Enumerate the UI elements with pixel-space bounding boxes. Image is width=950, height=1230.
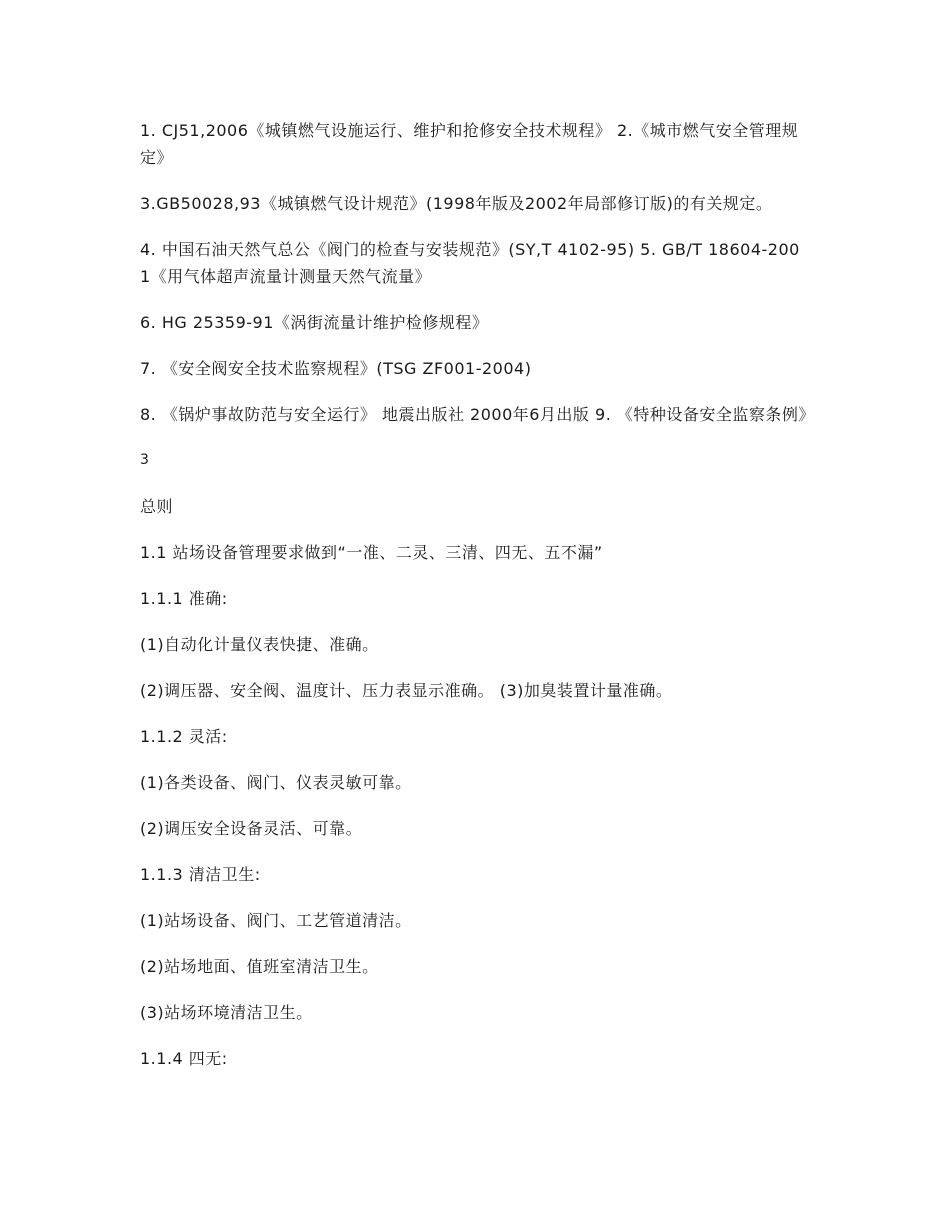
list-item: (1)站场设备、阀门、工艺管道清洁。 bbox=[140, 911, 412, 930]
document-page bbox=[140, 117, 815, 1091]
list-item: (1)自动化计量仪表快捷、准确。 bbox=[140, 635, 379, 654]
section-title: 总则 bbox=[140, 497, 174, 516]
page-number: 3 bbox=[140, 452, 150, 468]
section-1-1-1: 1.1.1 准确: bbox=[140, 589, 228, 608]
reference-7: 7. 《安全阀安全技术监察规程》(TSG ZF001-2004) bbox=[140, 359, 532, 378]
reference-8-9: 8. 《锅炉事故防范与安全运行》 地震出版社 2000年6月出版 9. 《特种设备安全监察条例》 bbox=[140, 405, 815, 424]
list-item: (1)各类设备、阀门、仪表灵敏可靠。 bbox=[140, 773, 412, 792]
reference-4-5: 4. 中国石油天然气总公《阀门的检查与安装规范》(SY,T 4102-95) 5. GB/T 18604-2001《用气体超声流量计测量天然气流量》 bbox=[140, 240, 800, 286]
reference-1-2: 1. CJ51,2006《城镇燃气设施运行、维护和抢修安全技术规程》 2.《城市燃气安全管理规定》 bbox=[140, 121, 799, 167]
reference-6: 6. HG 25359-91《涡街流量计维护检修规程》 bbox=[140, 313, 489, 332]
section-1-1-4: 1.1.4 四无: bbox=[140, 1049, 228, 1068]
section-1-1-3: 1.1.3 清洁卫生: bbox=[140, 865, 261, 884]
list-item: (2)调压安全设备灵活、可靠。 bbox=[140, 819, 363, 838]
section-1-1: 1.1 站场设备管理要求做到“一准、二灵、三清、四无、五不漏” bbox=[140, 543, 603, 562]
reference-3: 3.GB50028,93《城镇燃气设计规范》(1998年版及2002年局部修订版)的有关规定。 bbox=[140, 194, 773, 213]
list-item: (2)调压器、安全阀、温度计、压力表显示准确。 (3)加臭装置计量准确。 bbox=[140, 681, 673, 700]
list-item: (2)站场地面、值班室清洁卫生。 bbox=[140, 957, 379, 976]
list-item: (3)站场环境清洁卫生。 bbox=[140, 1003, 313, 1022]
section-1-1-2: 1.1.2 灵活: bbox=[140, 727, 228, 746]
